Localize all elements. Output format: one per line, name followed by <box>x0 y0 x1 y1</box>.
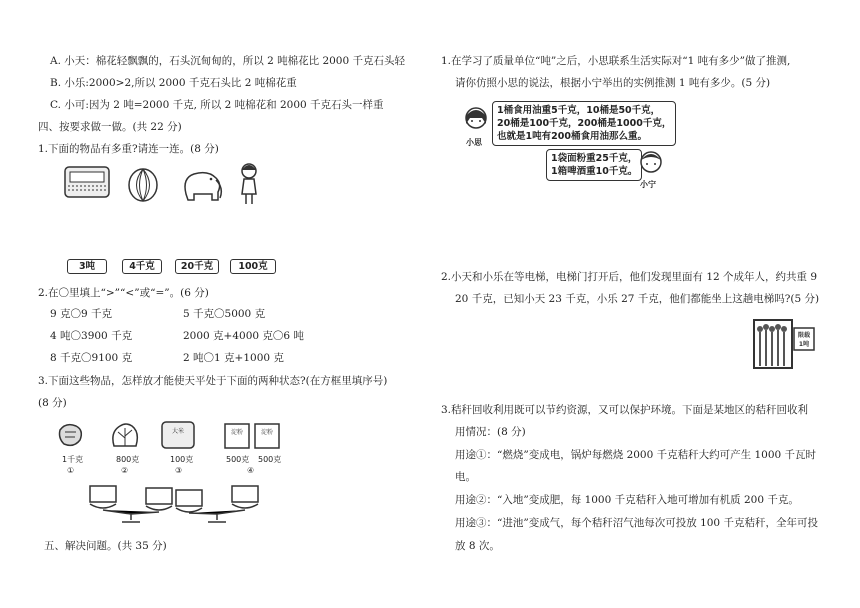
problem-2-line2: 20 千克，已知小天 23 千克，小乐 27 千克，他们都能坐上这趟电梯吗?(5 分) <box>455 293 820 305</box>
problem-3-line2: 用情况：(8 分) <box>455 426 526 438</box>
item-number: ④ <box>247 466 255 475</box>
option-b: B. 小乐:2000>2,所以 2000 千克石头比 2 吨棉花重 <box>50 77 297 89</box>
question-2-prompt: 2.在〇里填上“>”“<”或“=”。(6 分) <box>38 287 209 299</box>
starch-bag-icon <box>253 422 281 450</box>
problem-1-line1: 1.在学习了质量单位“吨”之后，小思联系生活实际对“1 吨有多少”做了推测, <box>441 55 791 67</box>
use-2: 用途②：“入地”变成肥，每 1000 千克秸秆入地可增加有机质 200 千克。 <box>455 494 799 506</box>
item-number: ② <box>121 466 129 475</box>
meat-icon <box>56 420 86 450</box>
bag-label: 大米 <box>171 428 185 435</box>
speaker-name: 小思 <box>466 138 482 147</box>
cabbage-icon <box>108 420 142 450</box>
question-1-prompt: 1.下面的物品有多重?请连一连。(8 分) <box>38 143 219 155</box>
compare-item: 2 吨〇1 克+1000 克 <box>183 352 284 364</box>
elevator-sign-label: 限载 <box>797 332 811 339</box>
bag-label: 淀粉 <box>230 429 244 436</box>
boy-avatar-icon <box>638 148 664 176</box>
elevator-icon <box>752 318 816 370</box>
use-1-line1: 用途①：“燃烧”变成电，锅炉每燃烧 2000 千克秸秆大约可产生 1000 千瓦时 <box>455 449 817 461</box>
section-5-title: 五、解决问题。(共 35 分) <box>44 540 167 552</box>
problem-3-line1: 3.秸秆回收利用既可以节约资源，又可以保护环境。下面是某地区的秸秆回收利 <box>441 404 809 416</box>
question-3-prompt: 3.下面这些物品，怎样放才能使天平处于下面的两种状态?(在方框里填序号) <box>38 375 388 387</box>
use-1-line2: 电。 <box>455 471 476 483</box>
problem-1-line2: 请你仿照小思的说法，根据小宁举出的实例推测 1 吨有多少。(5 分) <box>455 77 771 89</box>
item-weight: 500克 <box>226 455 250 464</box>
weight-option-4-kg: 4千克 <box>122 259 162 274</box>
balance-scale-left-icon <box>86 484 176 524</box>
watermelon-icon <box>126 163 160 203</box>
compare-item: 9 克〇9 千克 <box>50 308 113 320</box>
rice-bag-icon <box>160 420 196 450</box>
speech-bubble-xiaoning <box>546 149 642 181</box>
bubble-line: 也就是1吨有200桶食用油那么重。 <box>497 131 647 142</box>
compare-item: 8 千克〇9100 克 <box>50 352 133 364</box>
item-weight: 1千克 <box>62 455 84 464</box>
speaker-name: 小宁 <box>640 180 656 189</box>
compare-item: 5 千克〇5000 克 <box>183 308 266 320</box>
bubble-line: 20桶是100千克，200桶是1000千克， <box>497 118 672 129</box>
bubble-line: 1桶食用油重5千克，10桶是50千克， <box>497 105 661 116</box>
elephant-icon <box>178 166 224 202</box>
elevator-sign-label: 1吨 <box>798 341 810 348</box>
item-number: ③ <box>175 466 183 475</box>
compare-item: 4 吨〇3900 千克 <box>50 330 133 342</box>
starch-bag-icon <box>223 422 251 450</box>
weight-option-3-ton: 3吨 <box>67 259 107 274</box>
balance-scale-right-icon <box>172 484 262 524</box>
weight-option-20-kg: 20千克 <box>175 259 219 274</box>
item-number: ① <box>67 466 75 475</box>
option-c: C. 小可:因为 2 吨=2000 千克, 所以 2 吨棉花和 2000 千克石头一样重 <box>50 99 384 111</box>
weight-option-100-g: 100克 <box>230 259 276 274</box>
speech-bubble-xiaosi <box>492 101 676 146</box>
use-3-line1: 用途③：“进池”变成气，每个秸秆沼气池每次可投放 100 千克秸秆，全年可投 <box>455 517 818 529</box>
option-a: A. 小天：棉花轻飘飘的，石头沉甸甸的，所以 2 吨棉花比 2000 千克石头轻 <box>50 55 406 67</box>
bubble-line: 1箱啤酒重10千克。 <box>551 166 638 177</box>
bubble-line: 1袋面粉重25千克， <box>551 153 638 164</box>
rice-bag-icon <box>62 164 112 200</box>
problem-2-line1: 2.小天和小乐在等电梯，电梯门打开后，他们发现里面有 12 个成年人，约共重 9 <box>441 271 818 283</box>
item-weight: 100克 <box>170 455 194 464</box>
bag-label: 淀粉 <box>260 429 274 436</box>
item-weight: 500克 <box>258 455 282 464</box>
compare-item: 2000 克+4000 克〇6 吨 <box>183 330 304 342</box>
use-3-line2: 放 8 次。 <box>455 540 500 552</box>
girl-icon <box>238 162 260 206</box>
item-weight: 800克 <box>116 455 140 464</box>
section-4-title: 四、按要求做一做。(共 22 分) <box>38 121 182 133</box>
question-3-points: (8 分) <box>38 397 67 409</box>
girl-avatar-icon <box>462 104 490 134</box>
